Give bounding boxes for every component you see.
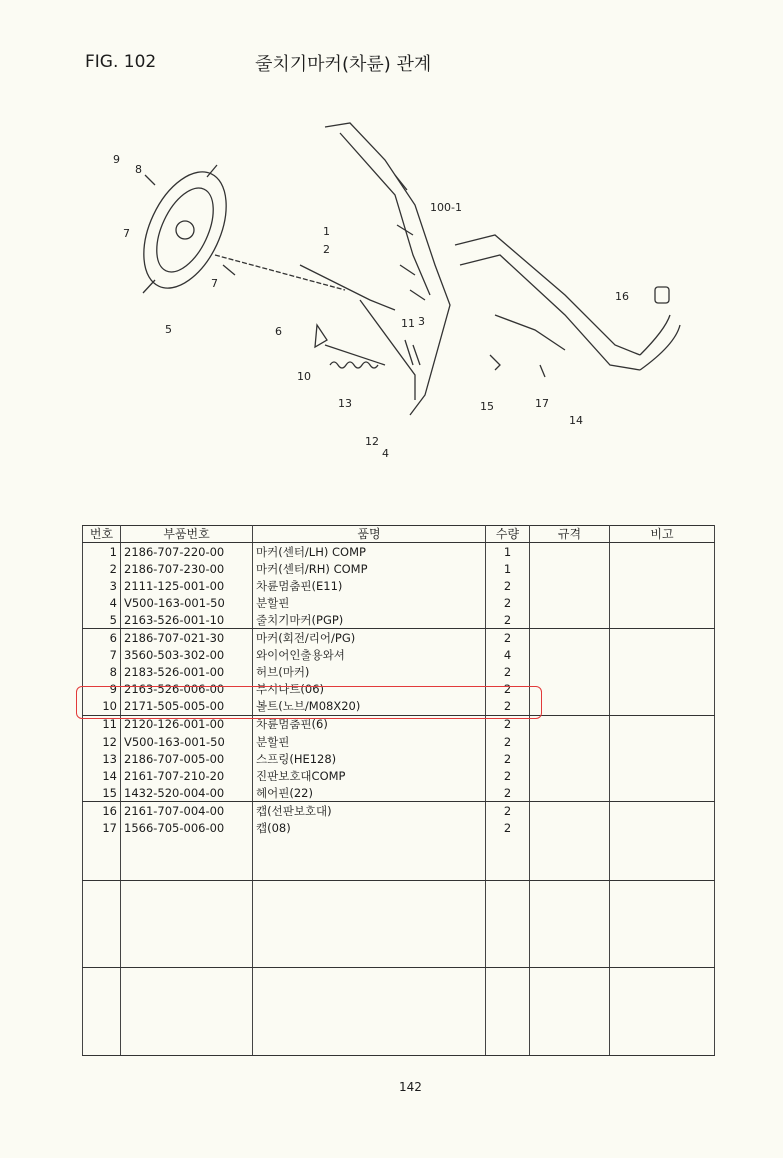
row-part-name: 볼트(노브/M08X20) — [253, 698, 486, 716]
row-part-number: 2163-526-006-00 — [121, 681, 253, 698]
row-quantity: 2 — [486, 767, 530, 784]
table-row — [83, 611, 715, 629]
row-no: 3 — [83, 577, 121, 594]
callout-15: 15 — [480, 400, 494, 413]
row-spec — [530, 577, 610, 594]
callout-3: 3 — [418, 315, 425, 328]
table-row — [83, 647, 715, 664]
row-quantity: 4 — [486, 647, 530, 664]
row-spec — [530, 802, 610, 820]
callout-2: 2 — [323, 243, 330, 256]
callout-4: 4 — [382, 447, 389, 460]
frame — [325, 123, 450, 415]
table-empty-row — [83, 837, 715, 881]
figure-title: 줄치기마커(차륜) 관계 — [255, 54, 432, 75]
callout-6: 6 — [275, 325, 282, 338]
row-remarks — [610, 594, 715, 611]
row-part-name: 차륜멈춤핀(6) — [253, 715, 486, 733]
row-remarks — [610, 802, 715, 820]
row-quantity: 2 — [486, 802, 530, 820]
row-part-number: 3560-503-302-00 — [121, 647, 253, 664]
row-spec — [530, 664, 610, 681]
callout-13: 13 — [338, 397, 352, 410]
row-part-name: 허브(마커) — [253, 664, 486, 681]
row-no: 6 — [83, 629, 121, 647]
row-quantity: 2 — [486, 784, 530, 802]
row-spec — [530, 784, 610, 802]
row-part-name: 캡(08) — [253, 820, 486, 837]
row-part-number: 2171-505-005-00 — [121, 698, 253, 716]
row-remarks — [610, 577, 715, 594]
callout-9: 9 — [113, 153, 120, 166]
row-no: 5 — [83, 611, 121, 629]
table-row — [83, 543, 715, 561]
callout-12: 12 — [365, 435, 379, 448]
callout-7a: 7 — [123, 227, 130, 240]
row-remarks — [610, 767, 715, 784]
row-no: 2 — [83, 560, 121, 577]
row-part-name: 분할핀 — [253, 733, 486, 750]
table-row — [83, 577, 715, 594]
table-row — [83, 802, 715, 820]
callout-14: 14 — [569, 414, 583, 427]
table-row — [83, 594, 715, 611]
table-empty-row — [83, 880, 715, 968]
row-part-number: 2161-707-210-20 — [121, 767, 253, 784]
row-part-number: 2111-125-001-00 — [121, 577, 253, 594]
row-spec — [530, 611, 610, 629]
row-part-number: 1432-520-004-00 — [121, 784, 253, 802]
row-part-number: 2120-126-001-00 — [121, 715, 253, 733]
table-header-row — [83, 526, 715, 543]
highlight-box — [76, 686, 542, 719]
header-spec: 규격 — [530, 526, 610, 543]
row-part-name: 분할핀 — [253, 594, 486, 611]
row-part-name: 줄치기마커(PGP) — [253, 611, 486, 629]
row-spec — [530, 594, 610, 611]
row-quantity: 2 — [486, 629, 530, 647]
row-quantity: 2 — [486, 733, 530, 750]
row-remarks — [610, 611, 715, 629]
header-quantity: 수량 — [486, 526, 530, 543]
row-part-name: 캡(선판보호대) — [253, 802, 486, 820]
row-spec — [530, 820, 610, 837]
row-part-name: 마커(센터/LH) COMP — [253, 543, 486, 561]
row-quantity: 2 — [486, 698, 530, 716]
table-row — [83, 560, 715, 577]
callout-5: 5 — [165, 323, 172, 336]
diagram-callouts — [113, 153, 629, 460]
row-no: 17 — [83, 820, 121, 837]
callout-1: 1 — [323, 225, 330, 238]
row-quantity: 1 — [486, 560, 530, 577]
row-no: 7 — [83, 647, 121, 664]
row-no: 1 — [83, 543, 121, 561]
row-part-name: 부시나트(06) — [253, 681, 486, 698]
row-part-name: 차륜멈춤핀(E11) — [253, 577, 486, 594]
row-part-name: 스프링(HE128) — [253, 750, 486, 767]
table-row — [83, 733, 715, 750]
row-remarks — [610, 647, 715, 664]
row-no: 10 — [83, 698, 121, 716]
table-row — [83, 767, 715, 784]
row-spec — [530, 543, 610, 561]
callout-8: 8 — [135, 163, 142, 176]
row-remarks — [610, 820, 715, 837]
callout-7b: 7 — [211, 277, 218, 290]
callout-11: 11 — [401, 317, 415, 330]
row-quantity: 2 — [486, 750, 530, 767]
table-row — [83, 750, 715, 767]
row-spec — [530, 560, 610, 577]
row-remarks — [610, 543, 715, 561]
row-no: 9 — [83, 681, 121, 698]
row-quantity: 2 — [486, 594, 530, 611]
row-part-number: V500-163-001-50 — [121, 733, 253, 750]
row-part-number: 2183-526-001-00 — [121, 664, 253, 681]
page-number: 142 — [399, 1080, 422, 1094]
row-no: 4 — [83, 594, 121, 611]
row-part-name: 와이어인출용와셔 — [253, 647, 486, 664]
row-part-number: 2163-526-001-10 — [121, 611, 253, 629]
row-spec — [530, 647, 610, 664]
row-part-name: 헤어핀(22) — [253, 784, 486, 802]
row-no: 12 — [83, 733, 121, 750]
row-quantity: 2 — [486, 611, 530, 629]
row-quantity: 1 — [486, 543, 530, 561]
table-row — [83, 629, 715, 647]
figure-number: FIG. 102 — [85, 52, 157, 72]
row-no: 11 — [83, 715, 121, 733]
row-quantity: 2 — [486, 715, 530, 733]
callout-100-1: 100-1 — [430, 201, 462, 214]
row-remarks — [610, 629, 715, 647]
callout-10: 10 — [297, 370, 311, 383]
row-part-number: 2186-707-230-00 — [121, 560, 253, 577]
row-part-name: 진판보호대COMP — [253, 767, 486, 784]
table-row — [83, 820, 715, 837]
row-quantity: 2 — [486, 681, 530, 698]
table-row — [83, 664, 715, 681]
row-no: 16 — [83, 802, 121, 820]
row-part-name: 마커(회전/리어/PG) — [253, 629, 486, 647]
header-remarks: 비고 — [610, 526, 715, 543]
row-remarks — [610, 560, 715, 577]
row-spec — [530, 767, 610, 784]
row-part-number: V500-163-001-50 — [121, 594, 253, 611]
row-remarks — [610, 784, 715, 802]
row-remarks — [610, 733, 715, 750]
row-quantity: 2 — [486, 577, 530, 594]
row-part-number: 2186-707-005-00 — [121, 750, 253, 767]
row-spec — [530, 629, 610, 647]
row-part-number: 1566-705-006-00 — [121, 820, 253, 837]
row-part-number: 2186-707-220-00 — [121, 543, 253, 561]
row-part-name: 마커(센터/RH) COMP — [253, 560, 486, 577]
row-remarks — [610, 664, 715, 681]
table-row — [83, 784, 715, 802]
table-empty-row — [83, 968, 715, 1056]
row-spec — [530, 750, 610, 767]
row-no: 8 — [83, 664, 121, 681]
callout-17: 17 — [535, 397, 549, 410]
row-quantity: 2 — [486, 820, 530, 837]
row-no: 13 — [83, 750, 121, 767]
marker-wheel — [127, 159, 243, 301]
row-remarks — [610, 698, 715, 716]
exploded-parts-diagram — [95, 115, 695, 465]
row-remarks — [610, 715, 715, 733]
parts-list-table — [82, 525, 715, 1056]
row-remarks — [610, 750, 715, 767]
row-spec — [530, 733, 610, 750]
row-quantity: 2 — [486, 664, 530, 681]
row-no: 14 — [83, 767, 121, 784]
spring — [330, 362, 378, 368]
header-no: 번호 — [83, 526, 121, 543]
callout-16: 16 — [615, 290, 629, 303]
row-spec — [530, 715, 610, 733]
header-part-number: 부품번호 — [121, 526, 253, 543]
header-part-name: 품명 — [253, 526, 486, 543]
row-part-number: 2186-707-021-30 — [121, 629, 253, 647]
row-part-number: 2161-707-004-00 — [121, 802, 253, 820]
marker-wire — [215, 255, 345, 290]
row-no: 15 — [83, 784, 121, 802]
row-remarks — [610, 681, 715, 698]
